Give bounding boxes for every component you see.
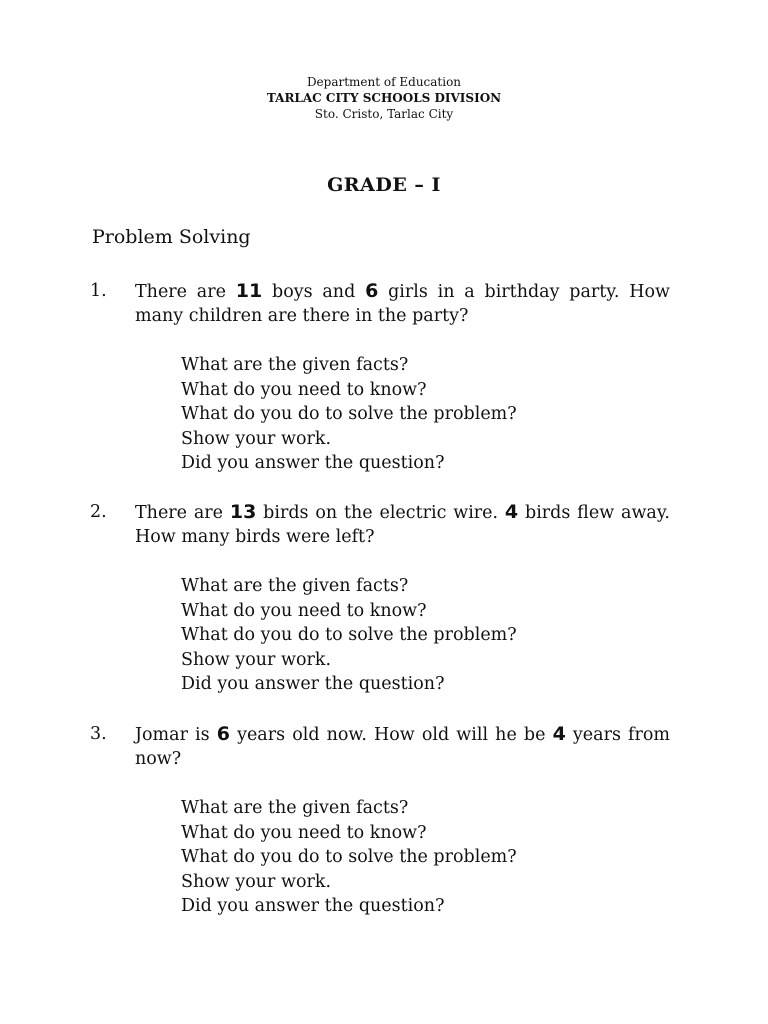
problem-text-part: years old now. How old will he be [229,725,553,745]
section-title: Problem Solving [92,226,251,248]
guide-question: Show your work. [181,649,332,670]
guide-question: What are the given facts? [181,576,409,596]
guide-question: What are the given facts? [181,355,409,375]
problem-text-part: birds flew away. How many birds were left? [135,503,670,547]
problem-text-part: birds on the electric wire. [256,503,505,523]
document-header [0,74,768,122]
guide-question: What are the given facts? [181,798,409,818]
problem-item-3 [90,722,670,919]
guide-question: What do you need to know? [181,379,427,400]
problem-text-part: Jomar is [135,725,217,745]
division-address: Sto. Cristo, Tarlac City [314,107,454,121]
problem-number-value: 6 [216,723,230,745]
problem-text [135,500,670,549]
division-name: TARLAC CITY SCHOOLS DIVISION [266,91,502,105]
problem-text-part: There are [135,282,236,302]
guide-question: What do you do to solve the problem? [181,404,517,424]
problem-number-value: 13 [229,501,257,523]
grade-title: GRADE – I [327,174,441,196]
guide-question: Show your work. [181,428,332,449]
guide-question: What do you need to know? [181,822,427,843]
guide-question: Did you answer the question? [181,896,445,916]
problem-text-part: years from now? [135,725,671,769]
problem-number-value: 4 [552,723,566,745]
problem-item-1 [90,279,670,476]
guide-question: Did you answer the question? [181,674,445,694]
problem-number: 3. [90,724,107,744]
problem-text [135,722,670,771]
guide-question: Show your work. [181,871,332,892]
guide-question: What do you need to know? [181,600,427,621]
problem-text [135,279,670,328]
problem-text-part: boys and [262,282,366,302]
department-name: Department of Education [306,75,462,89]
guide-question: Did you answer the question? [181,453,445,473]
problem-number: 1. [90,281,107,301]
problem-number-value: 11 [235,280,263,302]
problem-number: 2. [90,502,107,522]
guide-questions [181,574,670,697]
guide-questions [181,353,670,476]
problem-item-2 [90,500,670,697]
problem-text-part: girls in a birthday party. How many children are there in the party? [135,282,670,326]
guide-question: What do you do to solve the problem? [181,625,517,645]
problem-number-value: 4 [504,501,519,523]
guide-question: What do you do to solve the problem? [181,847,517,867]
guide-questions [181,796,670,919]
problem-text-part: There are [135,503,230,523]
problem-number-value: 6 [365,280,379,302]
